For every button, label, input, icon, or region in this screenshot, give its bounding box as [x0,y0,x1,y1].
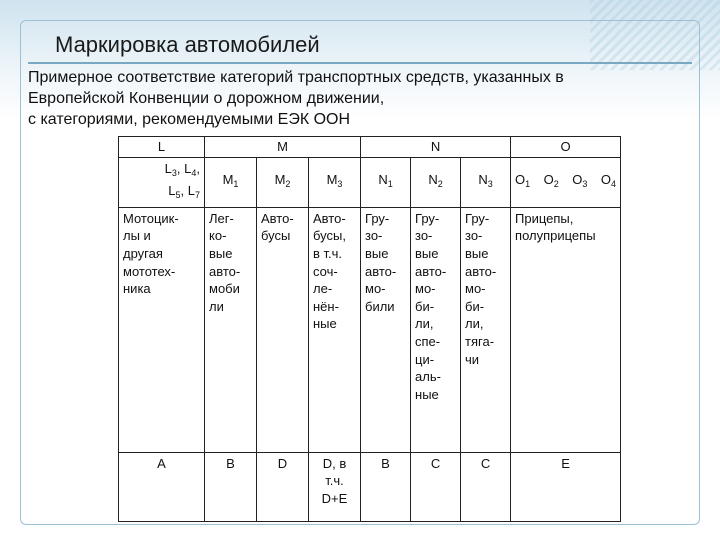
intro-text [28,67,678,130]
eek-category-cell: C [461,452,511,521]
subcategory-o1: O1 [515,171,531,189]
group-header-o: O [511,137,621,158]
subcategory-m1: $M_1$ [205,157,257,207]
table-description-row [119,207,621,452]
slide-title: Маркировка автомобилей [55,32,320,57]
subcategory-n2: $N_2$ [411,157,461,207]
description-cell: Мотоцик- лы и другая мототех- ника [119,207,205,452]
description-cell: Прицепы, полуприцепы [511,207,621,452]
eek-category-cell: B [361,452,411,521]
description-cell: Авто- бусы [257,207,309,452]
description-cell: Авто- бусы, в т.ч. соч- ле- нён- ные [309,207,361,452]
subcategory-m3: $M_3$ [309,157,361,207]
subcategory-l: $L_3$, $L_4$, $L_5$, $L_7$ [119,157,205,207]
intro-line: Европейской Конвенции о дорожном движении, [28,90,385,107]
eek-category-cell: A [119,452,205,521]
description-cell: Гру- зо- вые авто- мо- би- ли, тяга- чи [461,207,511,452]
subcategory-n1: $N_1$ [361,157,411,207]
group-header-m: M [205,137,361,158]
description-cell: Лег- ко- вые авто- моби ли [205,207,257,452]
eek-category-cell: E [511,452,621,521]
description-cell: Гру- зо- вые авто- мо- били [361,207,411,452]
subcategory-o4: O4 [600,171,616,189]
intro-line: с категориями, рекомендуемыми ЕЭК ООН [28,111,351,128]
eek-category-cell: C [411,452,461,521]
group-header-l: L [119,137,205,158]
eek-category-cell: B [205,452,257,521]
table-eek-row [119,452,621,521]
table-group-row [119,137,621,158]
subcategory-o2: O2 [543,171,559,189]
intro-line: Примерное соответствие категорий транспортных средств, указанных в [28,69,564,86]
description-cell: Гру- зо- вые авто- мо- би- ли, спе- ци- аль- ные [411,207,461,452]
subcategory-o3: O3 [572,171,588,189]
eek-category-cell: D [257,452,309,521]
table-subcategory-row [119,157,621,207]
title-divider [28,62,692,64]
subcategory-m2: $M_2$ [257,157,309,207]
categories-table [118,136,621,522]
subcategory-o [511,157,621,207]
eek-category-cell: D, в т.ч. D+E [309,452,361,521]
subcategory-n3: $N_3$ [461,157,511,207]
group-header-n: N [361,137,511,158]
